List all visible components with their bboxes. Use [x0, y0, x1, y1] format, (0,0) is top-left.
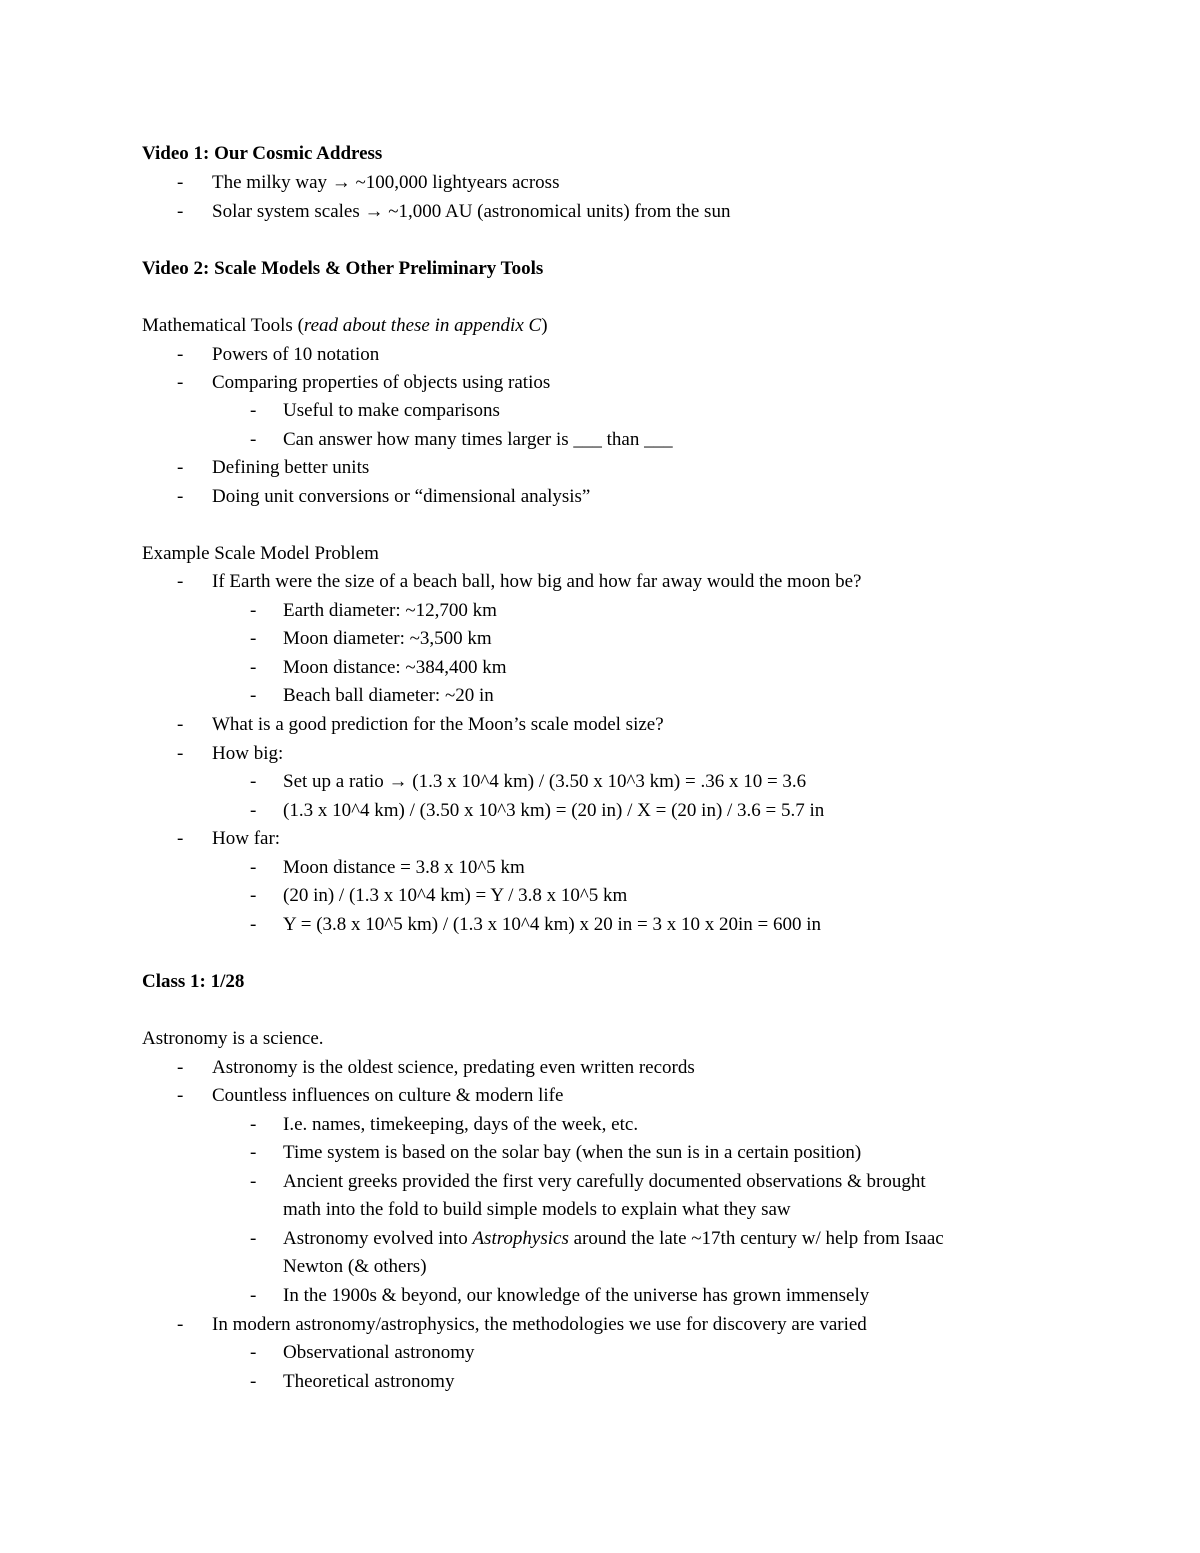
bullet-dash: - — [250, 1171, 257, 1192]
bullet-dash: - — [177, 457, 184, 478]
bullet-dash: - — [250, 914, 257, 935]
bullet-dash: - — [250, 685, 257, 706]
bullet-dash: - — [177, 1314, 184, 1335]
bullet-dash: - — [177, 172, 184, 193]
bullet-dash: - — [177, 486, 184, 507]
document-page: Video 1: Our Cosmic Address - The milky way → ~100,000 lightyears across - Solar system scales → ~1,000 AU (astronomical units) from the sun Video 2: Scale Models & Other Preliminary Tools Mathematical Tools (read about these in appendix C) - Powers of 10 notation - Comparing properties of objects using ratios - Useful to make comparisons - Can answer how many times larger is ___ than ___ - Defining better units - Doing unit conversions or “dimensional analysis” Example Scale Model Problem - If Earth were the size of a beach ball, how big and how far away would the moon be? - Earth diameter: ~12,700 km - Moon diameter: ~3,500 km - Moon distance: ~384,400 km - Beach ball diameter: ~20 in - What is a good prediction for the Moon’s scale model size? - How big: - Set up a ratio → (1.3 x 10^4 km) / (3.50 x 10^3 km) = .36 x 10 = 3.6 - (1.3 x 10^4 km) / (3.50 x 10^3 km) = (20 in) / X = (20 in) / 3.6 = 5.7 in - How far: - Moon distance = 3.8 x 10^5 km - (20 in) / (1.3 x 10^4 km) = Y / 3.8 x 10^5 km - Y = (3.8 x 10^5 km) / (1.3 x 10^4 km) x 20 in = 3 x 10 x 20in = 600 in Class 1: 1/28 Astronomy is a science. - Astronomy is the oldest science, predating even written records - Countless influences on culture & modern life - I.e. names, timekeeping, days of the week, etc. - Time system is based on the solar bay (when the sun is in a certain position) - Ancient greeks provided the first very carefully documented observations & brought math into the fold to build simple models to explain what they saw - Astronomy evolved into Astrophysics around the late ~17th century w/ help from Isaac Newton (& others) - In the 1900s & beyond, our knowledge of the universe has grown immensely - In modern astronomy/astrophysics, the methodologies we use for discovery are varied - Observational astronomy - Theoretical astronomy — [142, 143, 944, 1392]
bullet-dash: - — [177, 372, 184, 393]
bullet-dash: - — [177, 571, 184, 592]
bullet-dash: - — [250, 1228, 257, 1249]
bullet-dash: - — [177, 1057, 184, 1078]
bullet-dash: - — [177, 714, 184, 735]
bullet-dash: - — [250, 400, 257, 421]
bullet-dash: - — [250, 429, 257, 450]
bullet-dash: - — [250, 800, 257, 821]
bullet-dash: - — [250, 771, 257, 792]
bullet-dash: - — [177, 1085, 184, 1106]
bullet-dash: - — [250, 657, 257, 678]
bullet-dash: - — [250, 600, 257, 621]
bullet-dash: - — [250, 1114, 257, 1135]
bullet-dash: - — [250, 1285, 257, 1306]
bullet-dash: - — [177, 828, 184, 849]
bullet-dash: - — [250, 628, 257, 649]
bullet-dash: - — [250, 1142, 257, 1163]
bullet-dash: - — [250, 1371, 257, 1392]
bullet-dash: - — [177, 743, 184, 764]
bullet-dash: - — [250, 1342, 257, 1363]
bullet-dash: - — [177, 201, 184, 222]
bullet-dash: - — [250, 857, 257, 878]
bullet-dash: - — [250, 885, 257, 906]
bullet-dash: - — [177, 344, 184, 365]
